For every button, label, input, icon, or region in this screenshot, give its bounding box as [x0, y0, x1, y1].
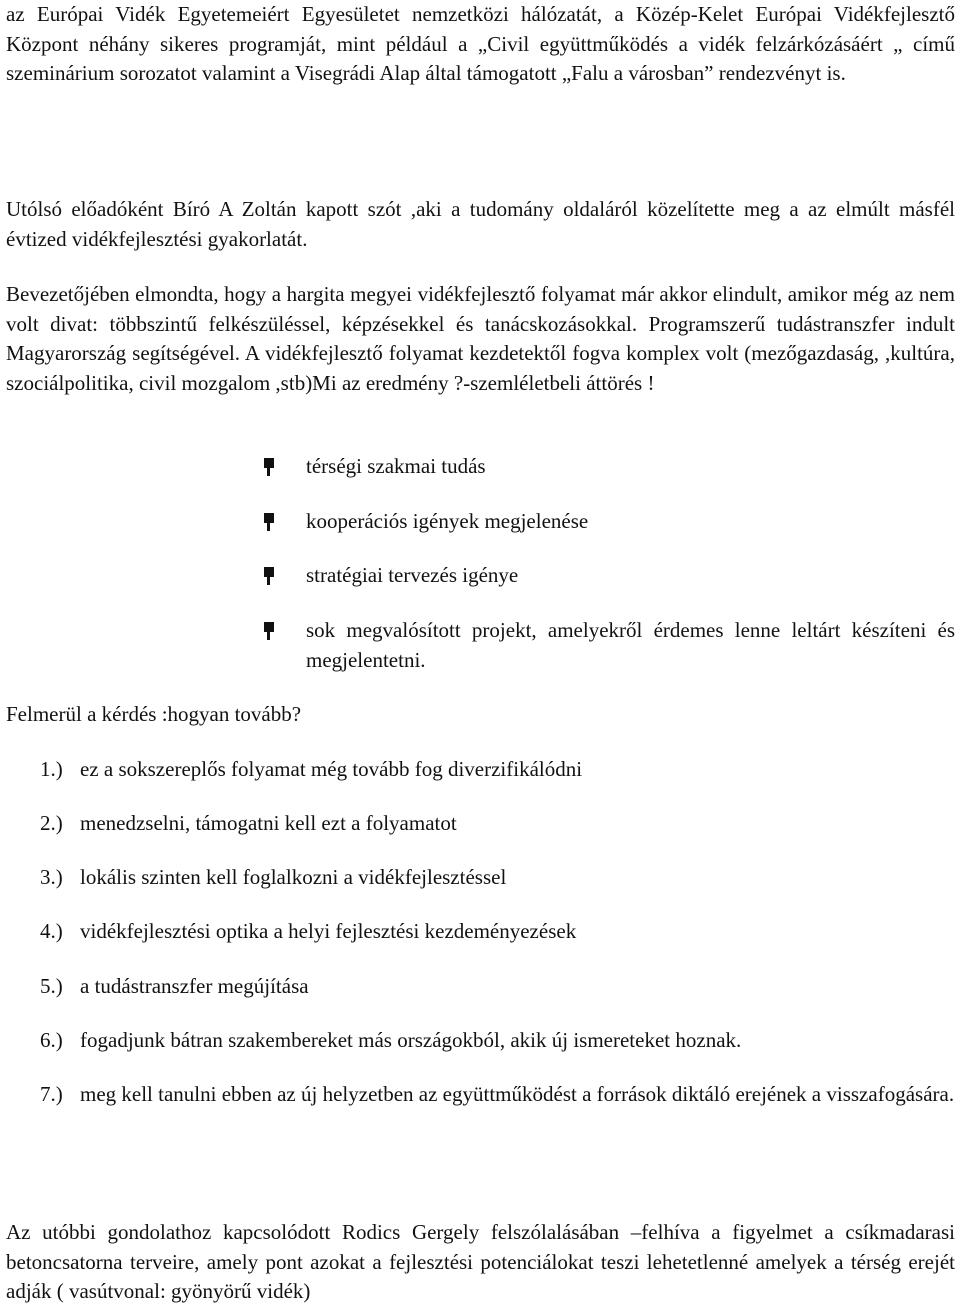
- bullet-item: [264, 507, 955, 537]
- item-text: vidékfejlesztési optika a helyi fejlesztési kezdeményezések: [80, 919, 577, 943]
- item-text: menedzselni, támogatni kell ezt a folyamatot: [80, 811, 457, 835]
- bullet-text: térségi szakmai tudás: [306, 454, 486, 478]
- item-number: 5.): [40, 974, 63, 998]
- bullet-text: kooperációs igények megjelenése: [306, 509, 589, 533]
- numbered-item: [40, 755, 955, 785]
- numbered-item: [40, 863, 955, 893]
- item-text: lokális szinten kell foglalkozni a vidékfejlesztéssel: [80, 865, 507, 889]
- item-number: 7.): [40, 1082, 63, 1106]
- bullet-text: stratégiai tervezés igénye: [306, 563, 519, 587]
- numbered-item: [40, 809, 955, 839]
- item-text: ez a sokszereplős folyamat még tovább fog diverzifikálódni: [80, 757, 583, 781]
- bullet-icon: [264, 513, 274, 523]
- item-text: fogadjunk bátran szakembereket más országokból, akik új ismereteket hoznak.: [80, 1028, 742, 1052]
- bullet-icon: [264, 567, 274, 577]
- numbered-item: [40, 1080, 955, 1110]
- item-text: a tudástranszfer megújítása: [80, 974, 309, 998]
- item-number: 3.): [40, 865, 63, 889]
- item-number: 4.): [40, 919, 63, 943]
- paragraph-speaker: Utólsó előadóként Bíró A Zoltán kapott szót ,aki a tudomány oldaláról közelítette meg a az elmúlt másfél évtized vidékfejlesztési gyakorlatát.: [6, 197, 955, 251]
- question-heading: Felmerül a kérdés :hogyan tovább?: [6, 702, 302, 726]
- bullet-item: [264, 452, 955, 482]
- paragraph-intro: az Európai Vidék Egyetemeiért Egyesületet nemzetközi hálózatát, a Közép-Kelet Európai Vidékfejlesztő Központ néhány sikeres programját, mint például a „Civil együttműködés a vidék felzárkózásáért „ című szeminárium sorozatot valamint a Visegrádi Alap által támogatott „Falu a városban” rendezvényt is.: [6, 2, 955, 85]
- item-text: meg kell tanulni ebben az új helyzetben az együttműködést a források diktáló erejének a visszafogására.: [80, 1082, 955, 1106]
- bullet-icon: [264, 458, 274, 468]
- item-number: 6.): [40, 1028, 63, 1052]
- numbered-item: [40, 1026, 955, 1056]
- numbered-item: [40, 972, 955, 1002]
- paragraph-introduction-summary: Bevezetőjében elmondta, hogy a hargita megyei vidékfejlesztő folyamat már akkor elindult, amikor még az nem volt divat: többszintű felkészüléssel, képzésekkel és tanácskozásokkal. Programszerű tudástranszfer indult Magyarország segítségével. A vidékfejlesztő folyamat kezdetektől fogva komplex volt (mezőgazdaság, ,kultúra, szociálpolitika, civil mozgalom ,stb)Mi az eredmény ?-szemléletbeli áttörés !: [6, 282, 955, 395]
- numbered-item: [40, 917, 955, 947]
- item-number: 2.): [40, 811, 63, 835]
- bullet-item: [264, 561, 955, 591]
- bullet-text: sok megvalósított projekt, amelyekről érdemes lenne leltárt készíteni és megjelentetni.: [306, 618, 955, 672]
- bullet-item: [264, 616, 955, 675]
- bullet-icon: [264, 622, 274, 632]
- item-number: 1.): [40, 757, 63, 781]
- paragraph-closing: Az utóbbi gondolathoz kapcsolódott Rodics Gergely felszólalásában –felhíva a figyelmet a csíkmadarasi betoncsatorna terveire, amely pont azokat a fejlesztési potenciálokat teszi lehetetlenné amelyek a térség erejét adják ( vasútvonal: gyönyörű vidék): [6, 1220, 955, 1303]
